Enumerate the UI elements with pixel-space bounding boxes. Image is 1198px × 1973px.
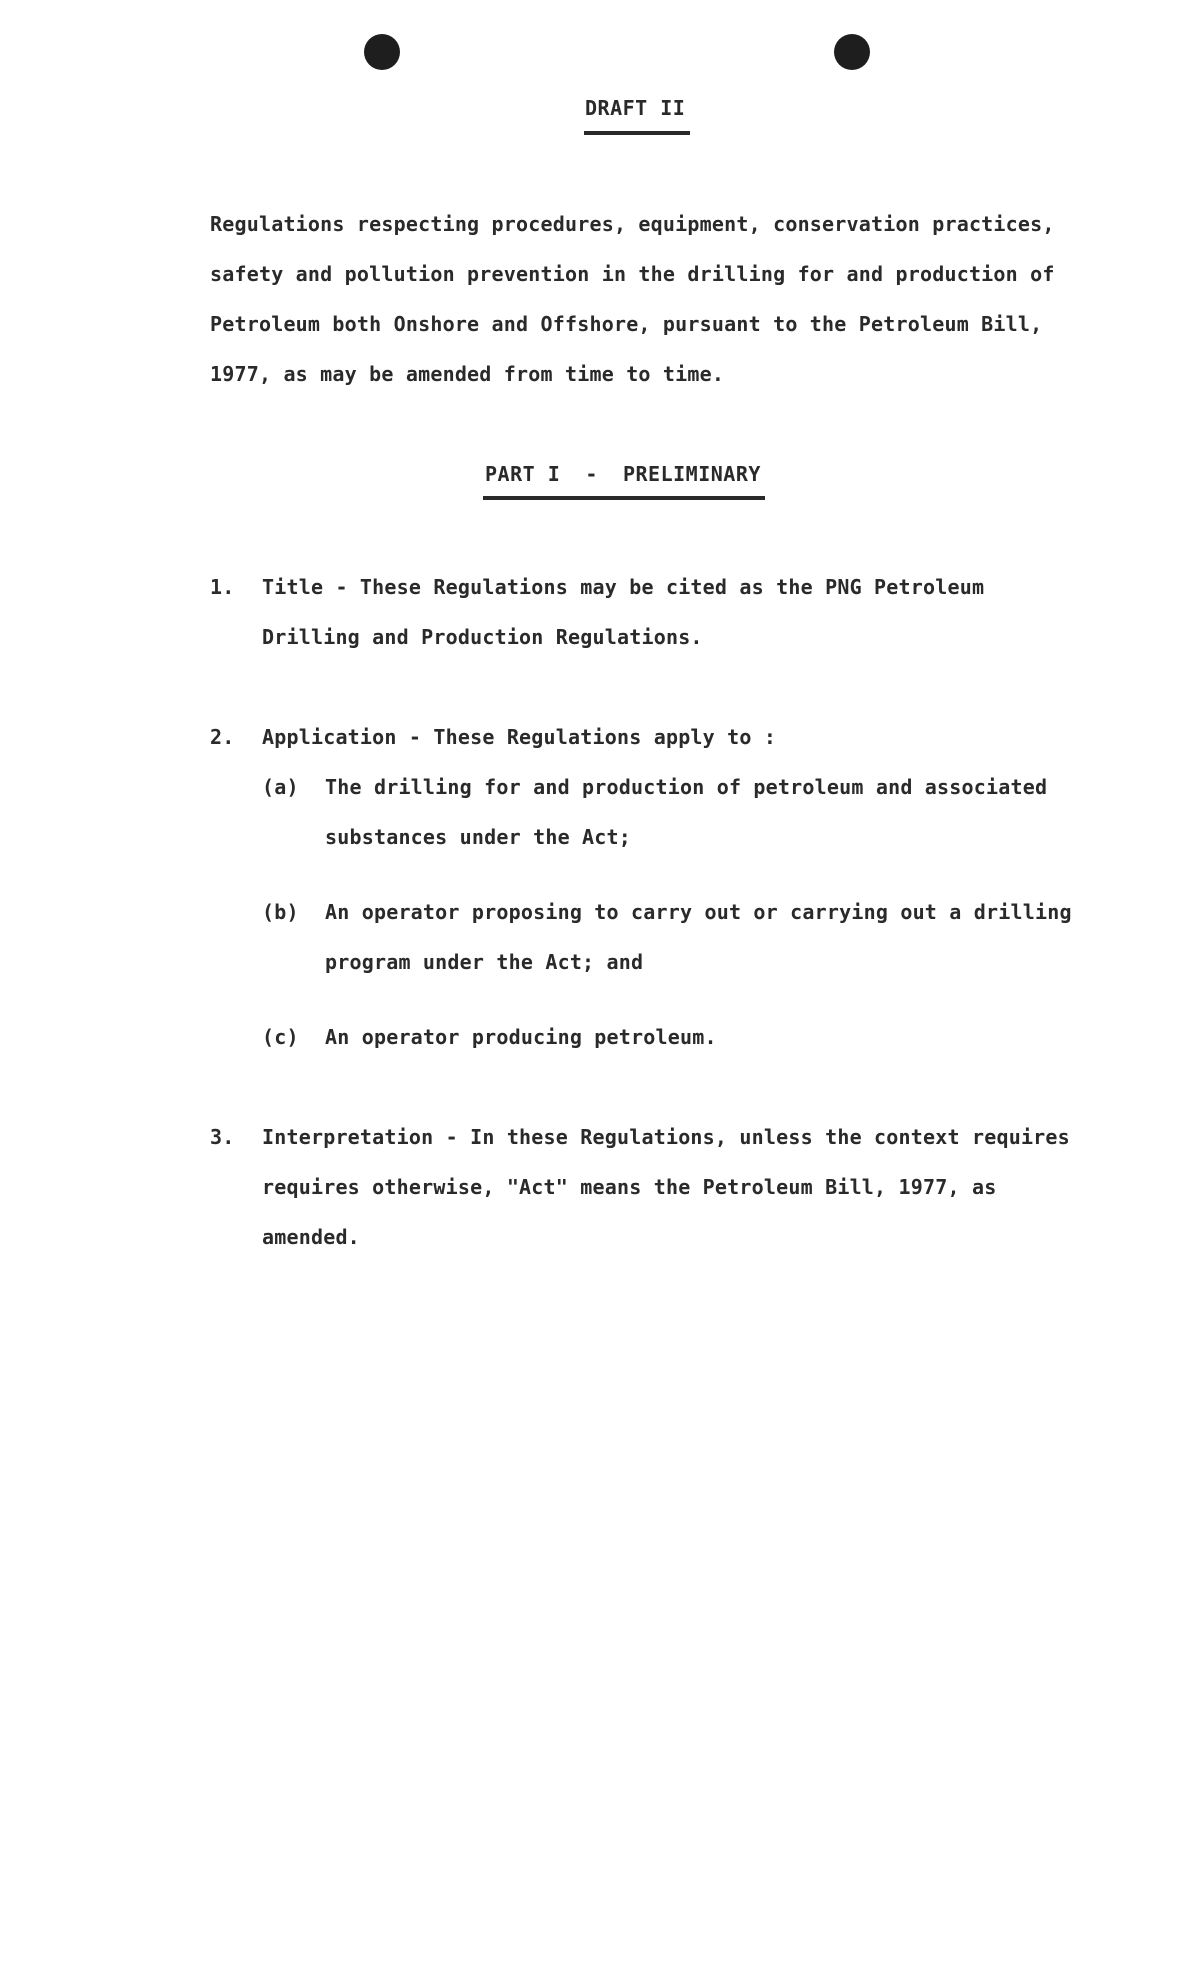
section-2-line: Application - These Regulations apply to : bbox=[262, 725, 777, 749]
clause-b-line: An operator proposing to carry out or carrying out a drilling bbox=[325, 900, 1072, 924]
section-3-line: Interpretation - In these Regulations, unless the context requires bbox=[262, 1125, 1070, 1149]
clause-b-line: program under the Act; and bbox=[325, 950, 644, 974]
preamble-line: Regulations respecting procedures, equipment, conservation practices, bbox=[210, 212, 1055, 236]
section-1-line: Drilling and Production Regulations. bbox=[262, 625, 703, 649]
section-1-line: Title - These Regulations may be cited as the PNG Petroleum bbox=[262, 575, 985, 599]
section-3-line: amended. bbox=[262, 1225, 360, 1249]
preamble-line: Petroleum both Onshore and Offshore, pursuant to the Petroleum Bill, bbox=[210, 312, 1043, 336]
punch-hole-right bbox=[834, 34, 870, 70]
part-heading-underline bbox=[483, 496, 765, 500]
clause-a-line: The drilling for and production of petroleum and associated bbox=[325, 775, 1048, 799]
section-2-number: 2. bbox=[210, 725, 235, 749]
part-heading: PART I - PRELIMINARY bbox=[485, 462, 761, 486]
draft-heading-underline bbox=[584, 131, 690, 135]
section-3-line: requires otherwise, "Act" means the Petroleum Bill, 1977, as bbox=[262, 1175, 997, 1199]
punch-hole-left bbox=[364, 34, 400, 70]
clause-b-label: (b) bbox=[262, 900, 299, 924]
clause-c-label: (c) bbox=[262, 1025, 299, 1049]
clause-a-label: (a) bbox=[262, 775, 299, 799]
draft-heading: DRAFT II bbox=[585, 96, 686, 120]
preamble-line: 1977, as may be amended from time to time. bbox=[210, 362, 725, 386]
section-3-number: 3. bbox=[210, 1125, 235, 1149]
clause-c-line: An operator producing petroleum. bbox=[325, 1025, 717, 1049]
clause-a-line: substances under the Act; bbox=[325, 825, 632, 849]
preamble-line: safety and pollution prevention in the drilling for and production of bbox=[210, 262, 1055, 286]
section-1-number: 1. bbox=[210, 575, 235, 599]
